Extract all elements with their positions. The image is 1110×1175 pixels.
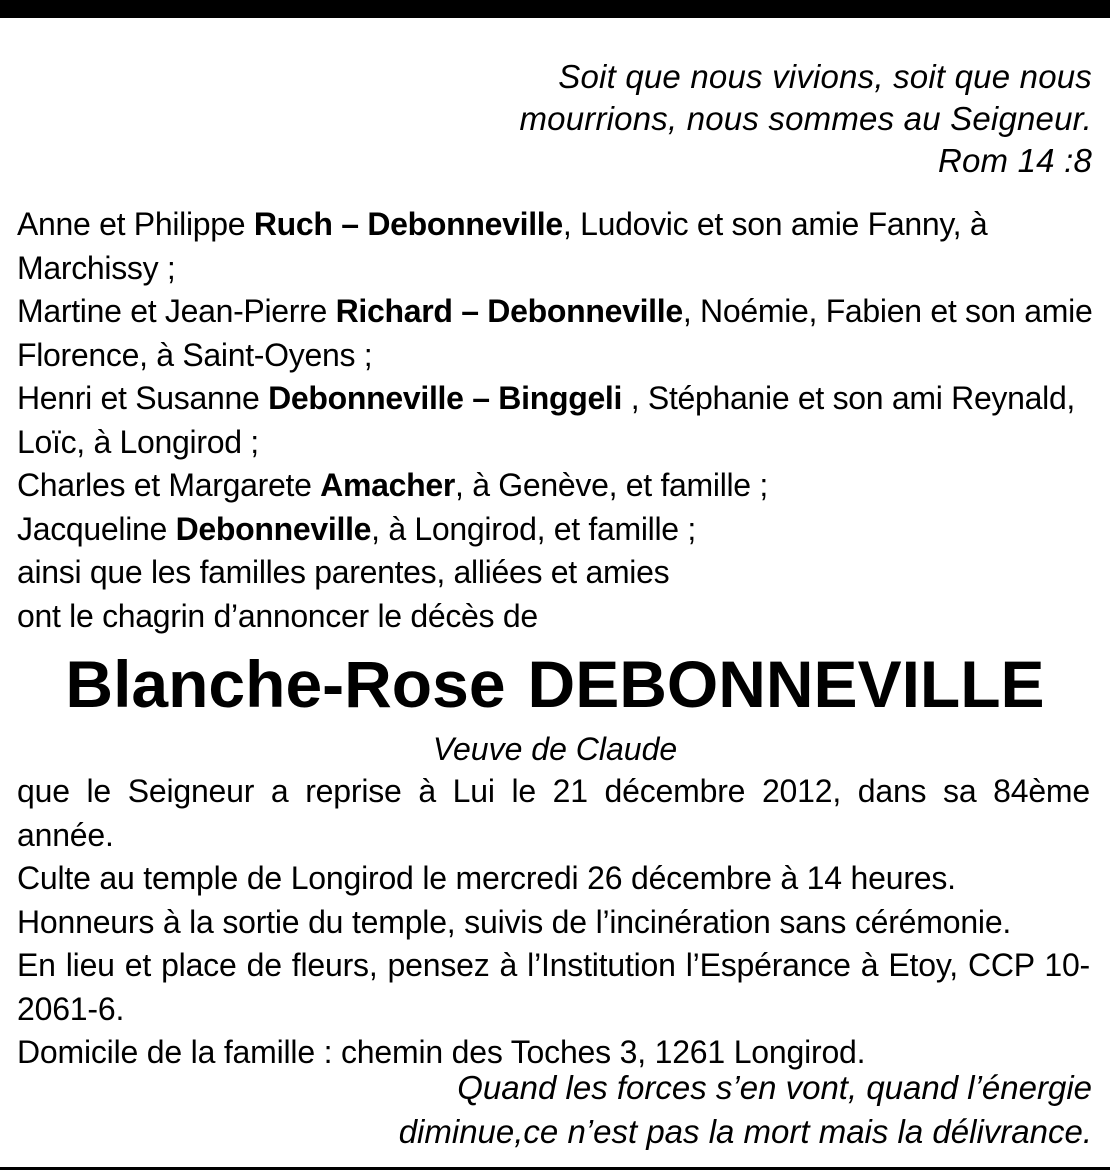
family-entry	[17, 508, 1097, 552]
announcement-line-2: ont le chagrin d’annoncer le décès de	[17, 597, 538, 634]
family-entry-text: , Stéphanie et son ami Reynald, Loïc, à Longirod ;	[17, 380, 1076, 460]
family-entry-text: Martine et Jean-Pierre	[17, 293, 336, 329]
deceased-last-name: DEBONNEVILLE	[527, 647, 1045, 721]
deceased-first-name: Blanche-Rose	[65, 647, 506, 721]
family-surname: Amacher	[320, 467, 456, 503]
family-entry	[17, 464, 1097, 508]
epigraph-line-2: mourrions, nous sommes au Seigneur.	[519, 100, 1092, 137]
deceased-name	[0, 646, 1110, 722]
family-entry-text: Charles et Margarete	[17, 467, 321, 503]
family-entry-text: , Ludovic et son amie Fanny, à Marchissy ;	[17, 206, 988, 286]
family-entry	[17, 203, 1097, 290]
top-border-bar	[0, 0, 1110, 18]
closing-line-2: diminue,ce n’est pas la mort mais la délivrance.	[398, 1113, 1092, 1150]
domicile-info: Domicile de la famille : chemin des Toches 3, 1261 Longirod.	[17, 1034, 866, 1070]
family-entry-text: , Noémie, Fabien et son amie Florence, à Saint-Oyens ;	[17, 293, 1093, 373]
honours-info: Honneurs à la sortie du temple, suivis de l’incinération sans cérémonie.	[17, 903, 1012, 940]
epigraph-line-1: Soit que nous vivions, soit que nous	[558, 58, 1092, 95]
epigraph-quote	[392, 56, 1092, 182]
family-list	[17, 203, 1097, 638]
family-entry-text: , à Longirod, et famille ;	[371, 510, 696, 547]
family-entry-text: Jacqueline	[17, 510, 176, 547]
service-info: Culte au temple de Longirod le mercredi 26 décembre à 14 heures.	[17, 860, 956, 896]
epigraph-reference: Rom 14 :8	[937, 142, 1092, 179]
announcement-line-1: ainsi que les familles parentes, alliées et amies	[17, 554, 670, 590]
family-entry-text: , à Genève, et famille ;	[455, 467, 768, 503]
family-entry-text: Anne et Philippe	[17, 206, 254, 242]
closing-quote	[192, 1066, 1092, 1154]
family-entry	[17, 377, 1097, 464]
bottom-border-rule	[0, 1167, 1110, 1170]
family-surname: Debonneville	[175, 510, 372, 547]
family-surname: Richard – Debonneville	[335, 293, 683, 329]
family-surname: Ruch – Debonneville	[253, 206, 563, 242]
closing-line-1: Quand les forces s’en vont, quand l’énergie	[457, 1069, 1092, 1106]
family-surname: Debonneville – Binggeli	[268, 380, 623, 416]
death-notice: que le Seigneur a reprise à Lui le 21 décembre 2012, dans sa 84ème année.	[17, 773, 1090, 853]
service-details	[17, 770, 1090, 1075]
family-entry	[17, 290, 1097, 377]
family-entry-text: Henri et Susanne	[17, 380, 269, 416]
widow-of: Veuve de Claude	[432, 731, 678, 767]
donation-info: En lieu et place de fleurs, pensez à l’Institution l’Espérance à Etoy, CCP 10-2061-6.	[17, 947, 1090, 1027]
